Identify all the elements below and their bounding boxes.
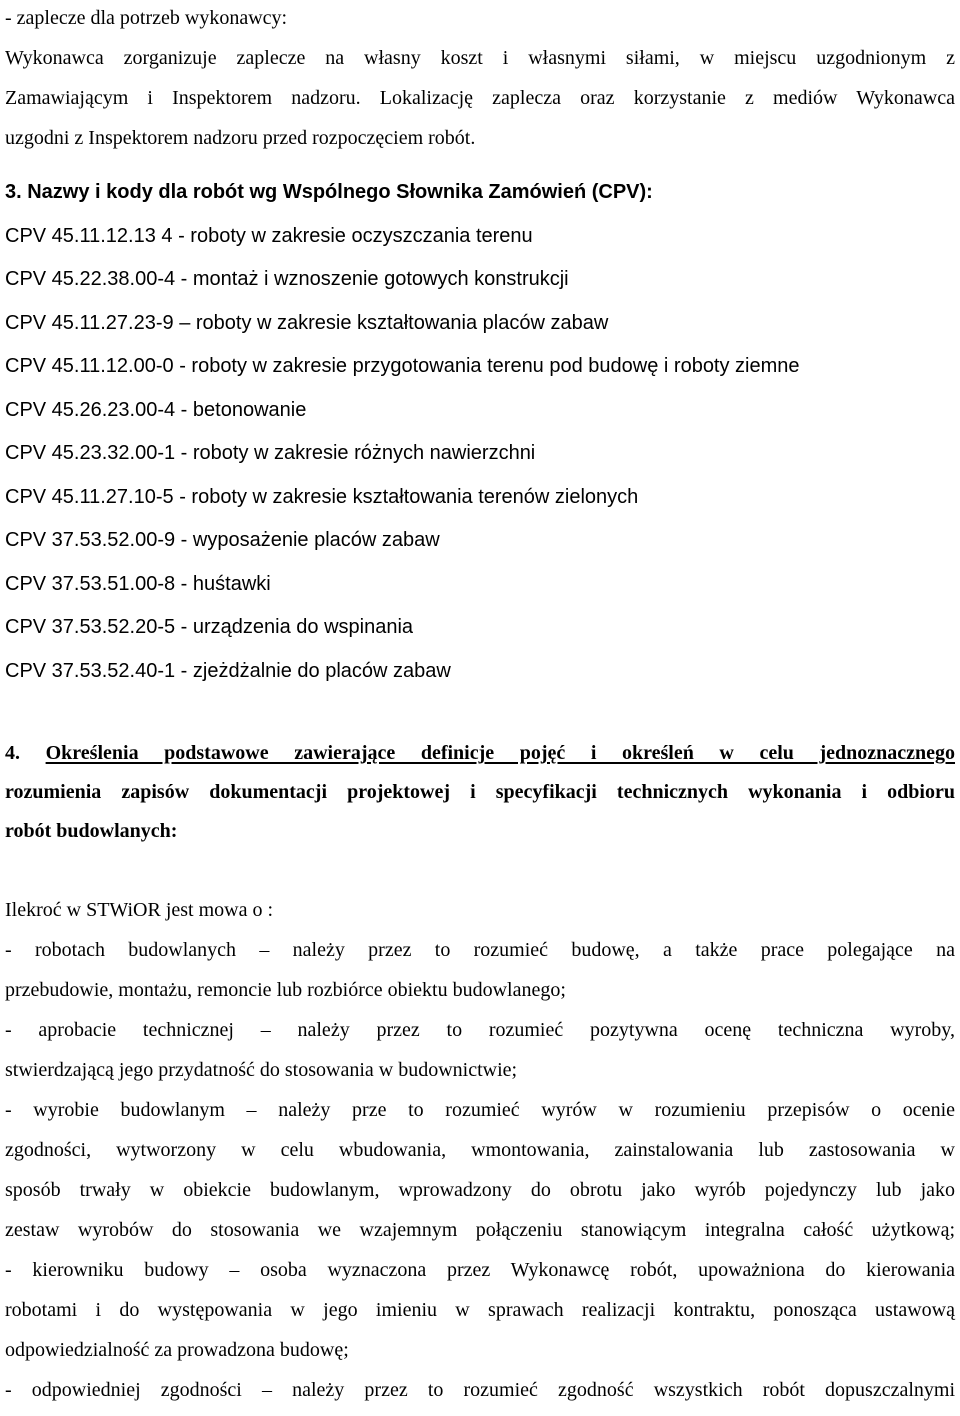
intro-heading: - zaplecze dla potrzeb wykonawcy:: [5, 7, 288, 29]
definition-line: przebudowie, montażu, remoncie lub rozbiórce obiektu budowlanego;: [5, 979, 566, 1001]
cpv-item: CPV 45.26.23.00-4 - betonowanie: [5, 398, 307, 421]
cpv-item: CPV 37.53.51.00-8 - huśtawki: [5, 572, 271, 595]
cpv-item: CPV 45.11.12.00-0 - roboty w zakresie przygotowania terenu pod budowę i roboty ziemne: [5, 355, 800, 377]
cpv-section-heading: 3. Nazwy i kody dla robót wg Wspólnego Słownika Zamówień (CPV):: [5, 181, 653, 203]
definition-line: zgodności, wytworzony w celu wbudowania, wmontowania, zainstalowania lub zastosowania w: [5, 1139, 955, 1161]
cpv-section: [5, 171, 955, 693]
definition-line: odpowiedzialność za prowadzona budowę;: [5, 1339, 349, 1361]
definition-line: - kierowniku budowy – osoba wyznaczona przez Wykonawcę robót, upoważniona do kierowania: [5, 1259, 955, 1281]
definition-line: - wyrobie budowlanym – należy prze to rozumieć wyrów w rozumieniu przepisów o ocenie: [5, 1099, 955, 1121]
section-title: Określenia podstawowe zawierające definicje pojęć i określeń w celu jednoznacznego: [45, 742, 956, 764]
definition-line: stwierdzającą jego przydatność do stosowania w budownictwie;: [5, 1059, 518, 1081]
definitions-section-heading: [5, 734, 955, 851]
section-number: 4.: [5, 742, 20, 764]
definition-line: zestaw wyrobów do stosowania we wzajemnym połączeniu stanowiącym integralna całość użytkową;: [5, 1219, 955, 1241]
cpv-item: CPV 45.22.38.00-4 - montaż i wznoszenie gotowych konstrukcji: [5, 268, 569, 290]
definition-line: - robotach budowlanych – należy przez to rozumieć budowę, a także prace polegające na: [5, 939, 955, 961]
intro-block: [5, 0, 955, 158]
definitions-list: [5, 930, 955, 1410]
intro-line: Wykonawca zorganizuje zaplecze na własny koszt i własnymi siłami, w miejscu uzgodnionym z: [5, 47, 955, 69]
cpv-item: CPV 37.53.52.40-1 - zjeżdżalnie do placów zabaw: [5, 659, 451, 682]
cpv-item: CPV 45.23.32.00-1 - roboty w zakresie różnych nawierzchni: [5, 442, 536, 464]
definition-line: robotami i do występowania w jego imieniu w sprawach realizacji kontraktu, ponosząca ustawową: [5, 1299, 955, 1321]
definition-line: - aprobacie technicznej – należy przez to rozumieć pozytywna ocenę techniczna wyroby,: [5, 1019, 955, 1041]
intro-line: Zamawiającym i Inspektorem nadzoru. Lokalizację zaplecza oraz korzystanie z mediów Wykonawca: [5, 87, 955, 109]
intro-line: uzgodni z Inspektorem nadzoru przed rozpoczęciem robót.: [5, 127, 476, 149]
section-heading-line: robót budowlanych:: [5, 820, 178, 842]
cpv-item: CPV 45.11.12.13 4 - roboty w zakresie oczyszczania terenu: [5, 224, 533, 247]
definition-line: sposób trwały w obiekcie budowlanym, wprowadzony do obrotu jako wyrób pojedynczy lub jako: [5, 1179, 955, 1201]
cpv-item: CPV 45.11.27.23-9 – roboty w zakresie kształtowania placów zabaw: [5, 311, 609, 334]
definition-line: - odpowiedniej zgodności – należy przez to rozumieć zgodność wszystkich robót dopuszczalnymi: [5, 1379, 955, 1401]
document-page: [5, 0, 955, 1410]
section-heading-line: [5, 734, 955, 773]
cpv-item: CPV 37.53.52.20-5 - urządzenia do wspinania: [5, 616, 414, 638]
definitions-intro: Ilekroć w STWiOR jest mowa o :: [5, 899, 274, 921]
cpv-item: CPV 37.53.52.00-9 - wyposażenie placów zabaw: [5, 529, 440, 551]
section-heading-line: rozumienia zapisów dokumentacji projektowej i specyfikacji technicznych wykonania i odbioru: [5, 781, 955, 803]
cpv-item: CPV 45.11.27.10-5 - roboty w zakresie kształtowania terenów zielonych: [5, 485, 639, 508]
